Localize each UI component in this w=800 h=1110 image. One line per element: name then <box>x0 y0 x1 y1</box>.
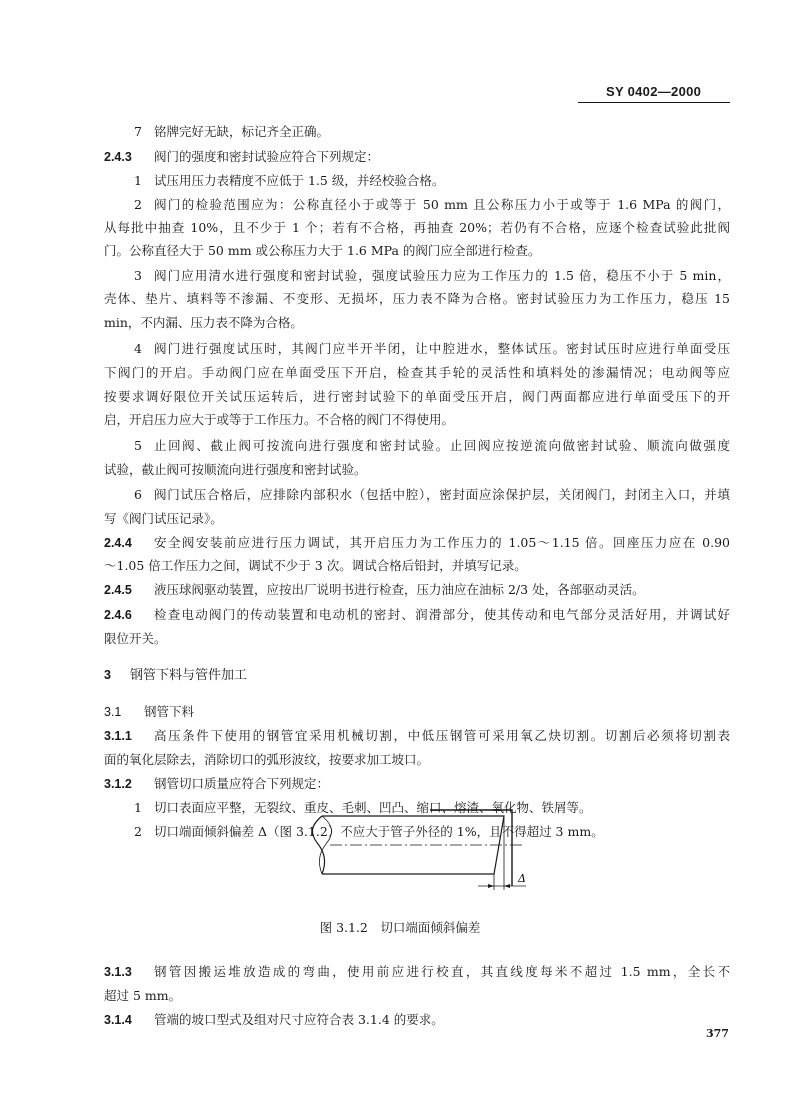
clause-text: 高压条件下使用的钢管宜采用机械切割，中低压钢管可采用氧乙炔切割。切割后必须将切割表 <box>154 728 730 743</box>
item-text-continued: 从每批中抽查 10%，且不少于 1 个；若有不合格，再抽查 20%；若仍有不合格，应逐个检查试验此批阀 <box>104 220 730 235</box>
clause-number: 3.1.4 <box>104 1013 132 1027</box>
delta-label: Δ <box>518 872 526 885</box>
item-text: 阀门的检验范围应为：公称直径小于或等于 50 mm 且公称压力小于或等于 1.6 MPa 的阀门， <box>154 197 730 212</box>
header-rule <box>578 102 730 103</box>
item-number: 1 <box>134 800 142 815</box>
item-text: 止回阀、截止阀可按流向进行强度和密封试验。止回阀应按逆流向做密封试验、顺流向做强度 <box>154 438 730 453</box>
clause-number: 2.4.4 <box>104 536 132 550</box>
clause-number: 3.1.1 <box>104 729 132 743</box>
item-text: 切口端面倾斜偏差 Δ（图 3.1.2）不应大于管子外径的 1%，且不得超过 3 mm。 <box>154 824 604 839</box>
item-text-continued: 下阀门的开启。手动阀门应在单面受压下开启，检查其手轮的灵活性和填料处的渗漏情况；电动阀等应 <box>104 365 730 380</box>
pipe-cut-figure <box>290 806 550 906</box>
item-text-continued: 试验，截止阀可按顺流向进行强度和密封试验。 <box>104 462 367 477</box>
dimension-arrow-right <box>504 884 510 888</box>
section-number: 3 <box>104 668 111 682</box>
clause-text: 钢管切口质量应符合下列规定： <box>154 776 330 791</box>
clause-text-continued: 超过 5 mm。 <box>104 988 182 1003</box>
item-text: 铭牌完好无缺，标记齐全正确。 <box>154 124 330 139</box>
item-text: 切口表面应平整，无裂纹、重皮、毛刺、凹凸、缩口、熔渣、氧化物、铁屑等。 <box>154 800 592 815</box>
item-number: 7 <box>134 124 142 139</box>
figure-caption: 图 3.1.2 切口端面倾斜偏差 <box>319 920 481 935</box>
clause-text-continued: 面的氧化层除去，消除切口的弧形波纹，按要求加工坡口。 <box>104 752 430 767</box>
item-text: 阀门应用清水进行强度和密封试验，强度试验压力应为工作压力的 1.5 倍，稳压不小于 5 min， <box>154 268 730 283</box>
item-text-continued: 启，开启压力应大于或等于工作压力。不合格的阀门不得使用。 <box>104 412 455 427</box>
page-number: 377 <box>706 1027 729 1040</box>
item-number: 5 <box>134 438 142 453</box>
clause-text: 钢管因搬运堆放造成的弯曲，使用前应进行校直，其直线度每米不超过 1.5 mm，全长不 <box>154 964 730 979</box>
item-text-continued: 按要求调好限位开关试压运转后，进行密封试验下的单面受压开启，阀门两面都应进行单面受压下的开 <box>104 389 730 404</box>
item-text-continued: 壳体、垫片、填料等不渗漏、不变形、无损坏，压力表不降为合格。密封试验压力为工作压力，稳压 15 <box>104 291 730 306</box>
clause-text: 检查电动阀门的传动装置和电动机的密封、润滑部分，使其传动和电气部分灵活好用，并调试好 <box>154 607 730 622</box>
item-text: 阀门试压合格后，应排除内部积水（包括中腔），密封面应涂保护层，关闭阀门，封闭主入口，并填 <box>154 487 730 502</box>
clause-text-continued: 限位开关。 <box>104 631 167 646</box>
clause-number: 3.1.2 <box>104 777 132 791</box>
dimension-arrow-left <box>488 884 494 888</box>
item-text-continued: 写《阀门试压记录》。 <box>104 511 223 526</box>
clause-text: 阀门的强度和密封试验应符合下列规定： <box>154 149 380 164</box>
item-number: 4 <box>134 341 142 356</box>
pipe-break-curve <box>312 816 324 874</box>
item-text: 试压用压力表精度不应低于 1.5 级，并经校验合格。 <box>154 173 445 188</box>
subsection-title: 钢管下料 <box>144 704 195 719</box>
clause-number: 2.4.6 <box>104 608 132 622</box>
item-text: 阀门进行强度试压时，其阀门应半开半闭，让中腔进水，整体试压。密封试压时应进行单面受压 <box>154 341 730 356</box>
section-title: 钢管下料与管件加工 <box>130 667 248 682</box>
item-number: 2 <box>134 824 142 839</box>
header-code: SY 0402—2000 <box>606 84 702 99</box>
clause-number: 2.4.5 <box>104 583 132 597</box>
clause-text: 安全阀安装前应进行压力调试，其开启压力为工作压力的 1.05～1.15 倍。回座压力应在 0.90 <box>154 535 730 550</box>
item-number: 2 <box>134 197 142 212</box>
item-text-continued: 门。公称直径大于 50 mm 或公称压力大于 1.6 MPa 的阀门应全部进行检查。 <box>104 243 541 258</box>
clause-text: 管端的坡口型式及组对尺寸应符合表 3.1.4 的要求。 <box>154 1012 444 1027</box>
clause-number: 3.1.3 <box>104 965 132 979</box>
item-number: 3 <box>134 268 142 283</box>
clause-text: 液压球阀驱动装置，应按出厂说明书进行检查，压力油应在油标 2/3 处，各部驱动灵活。 <box>154 582 645 597</box>
item-text-continued: min，不内漏、压力表不降为合格。 <box>104 315 303 330</box>
subsection-number: 3.1 <box>104 705 122 719</box>
item-number: 6 <box>134 487 142 502</box>
item-number: 1 <box>134 173 142 188</box>
pipe-break-curve-inner <box>319 816 331 874</box>
clause-text-continued: ～1.05 倍工作压力之间，调试不少于 3 次。调试合格后铅封，并填写记录。 <box>104 558 527 573</box>
clause-number: 2.4.3 <box>104 150 132 164</box>
